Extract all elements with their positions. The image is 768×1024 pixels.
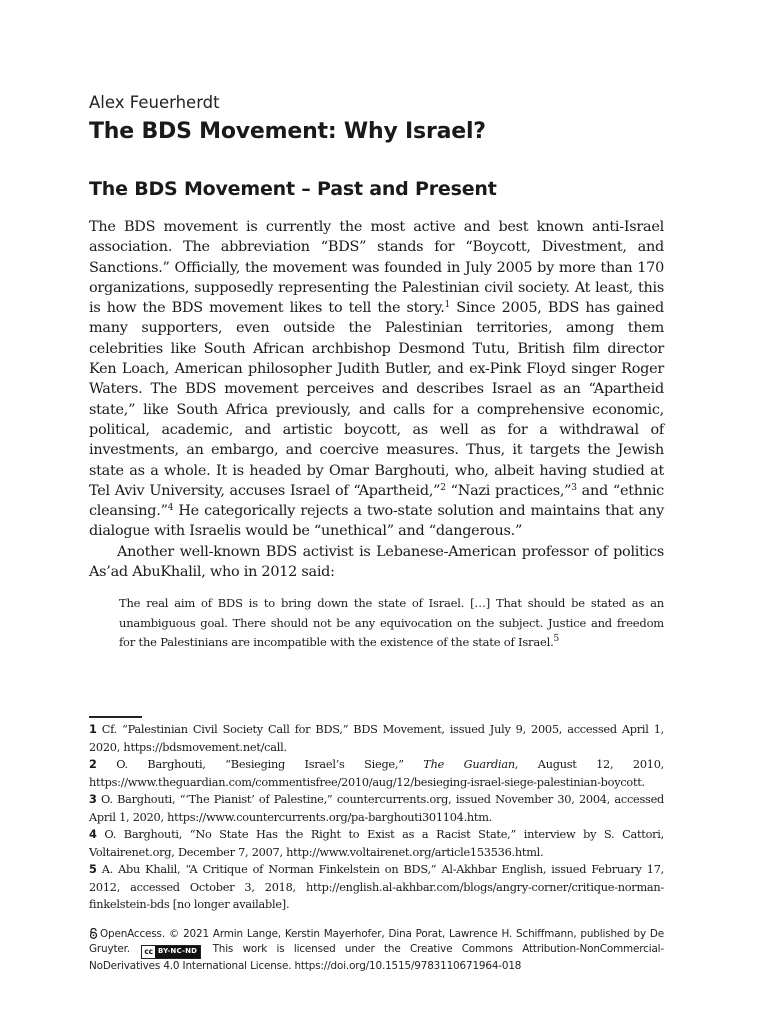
cc-badge-label: BY-NC-ND [155,945,200,959]
footnote-text: Cf. “Palestinian Civil Society Call for BDS,” BDS Movement, issued July 9, 2005, accessed April 1, 2020, https://bdsmovement.net/call. [89,723,665,754]
license-copyright: OpenAccess. © 2021 Armin Lange, Kerstin Mayerhofer, Dina Porat, Lawrence H. Schiffmann, published by De Gruyter. [89,928,664,955]
paragraph-text: and “ethnic cleansing.” [89,482,664,520]
footnote-text: O. Barghouti, “No State Has the Right to Exist as a Racist State,” interview by S. Cattori, Voltairenet.org, December 7, 2007, http://www.voltairenet.org/article153536.html. [89,828,664,859]
footnote-2 [89,756,664,791]
footnote-number: 1 [89,723,97,736]
footnote-ref-3[interactable]: 3 [571,482,577,493]
quote-text: The real aim of BDS is to bring down the state of Israel. […] That should be stated as an unambiguous goal. There should not be any equivocation on the subject. Justice and freedom for the Palestinians are incompatible with the existence of the state of Israel. [119,596,664,650]
footnote-text: O. Barghouti, “‘The Pianist’ of Palestine,” countercurrents.org, issued November 30, 2004, accessed April 1, 2020, https://www.countercurrents.org/pa-barghouti301104.htm. [89,793,665,824]
footnote-4 [89,826,664,861]
footnote-1 [89,721,664,756]
license-notice [89,927,664,974]
footnote-5 [89,861,664,914]
open-access-icon [89,928,98,939]
footnote-ref-1[interactable]: 1 [444,300,451,311]
footnotes [89,721,664,914]
footnote-ref-5[interactable]: 5 [553,634,560,645]
cc-icon: cc [142,945,155,959]
paragraph-text: “Nazi practices,” [445,482,572,499]
footnote-text: , August 12, 2010, https://www.theguardian.com/commentisfree/2010/aug/12/besieging-israel-siege-palestinian-boycott. [89,758,664,789]
footnote-ref-2[interactable]: 2 [440,482,446,493]
footnote-divider [89,716,142,718]
footnote-ref-4[interactable]: 4 [167,503,174,514]
paragraph-text: Since 2005, BDS has gained many supporters, even outside the Palestinian territories, among them celebrities like South African archbishop Desmond Tutu, British film director Ken Loach, American philosopher Judith Butler, and ex-Pink Floyd singer Roger Waters. The BDS movement perceives and describes Israel as an “Apartheid state,” like South Africa previously, and calls for a comprehensive economic, political, academic, and artistic boycott, as well as for a withdrawal of investments, an embargo, and coercive measures. Thus, it targets the Jewish state as a whole. It is headed by Omar Barghouti, who, albeit having studied at Tel Aviv University, accuses Israel of “Apartheid,” [89,300,664,499]
body-paragraph-2: Another well-known BDS activist is Lebanese-American professor of politics As’ad AbuKhalil, who in 2012 said: [89,543,664,581]
license-statement: This work is licensed under the Creative Commons Attribution-NonCommercial-NoDerivatives 4.0 International License. https://doi.org/10.1515/9783110671964-018 [89,943,665,972]
author-name: Alex Feuerherdt [89,93,220,112]
chapter-title: The BDS Movement: Why Israel? [89,119,486,144]
section-title: The BDS Movement – Past and Present [89,178,497,200]
paragraph-text: He categorically rejects a two-state solution and maintains that any dialogue with Israelis would be “unethical” and “dangerous.” [89,503,664,540]
body-paragraph-1 [89,217,664,542]
footnote-number: 4 [89,828,97,841]
footnote-italic-title: The Guardian [423,758,515,771]
cc-license-badge[interactable] [141,945,201,959]
paragraph-text: The BDS movement is currently the most active and best known anti-Israel association. The abbreviation “BDS” stands for “Boycott, Divestment, and Sanctions.” Officially, the movement was founded in July 2005 by more than 170 organizations, supposedly representing the Palestinian civil society. At least, this is how the BDS movement likes to tell the story. [89,219,664,317]
page-content [89,92,664,653]
footnote-number: 2 [89,758,97,771]
block-quote [119,594,664,653]
footnote-text: O. Barghouti, “Besieging Israel’s Siege,” [116,758,424,771]
footnote-number: 5 [89,863,97,876]
footnote-number: 3 [89,793,97,806]
footnote-text: A. Abu Khalil, “A Critique of Norman Finkelstein on BDS,” Al-Akhbar English, issued February 17, 2012, accessed October 3, 2018, http://english.al-akhbar.com/blogs/angry-corner/critique-norman-finkelstein-bds [no longer available]. [89,863,664,911]
footnote-3 [89,791,664,826]
